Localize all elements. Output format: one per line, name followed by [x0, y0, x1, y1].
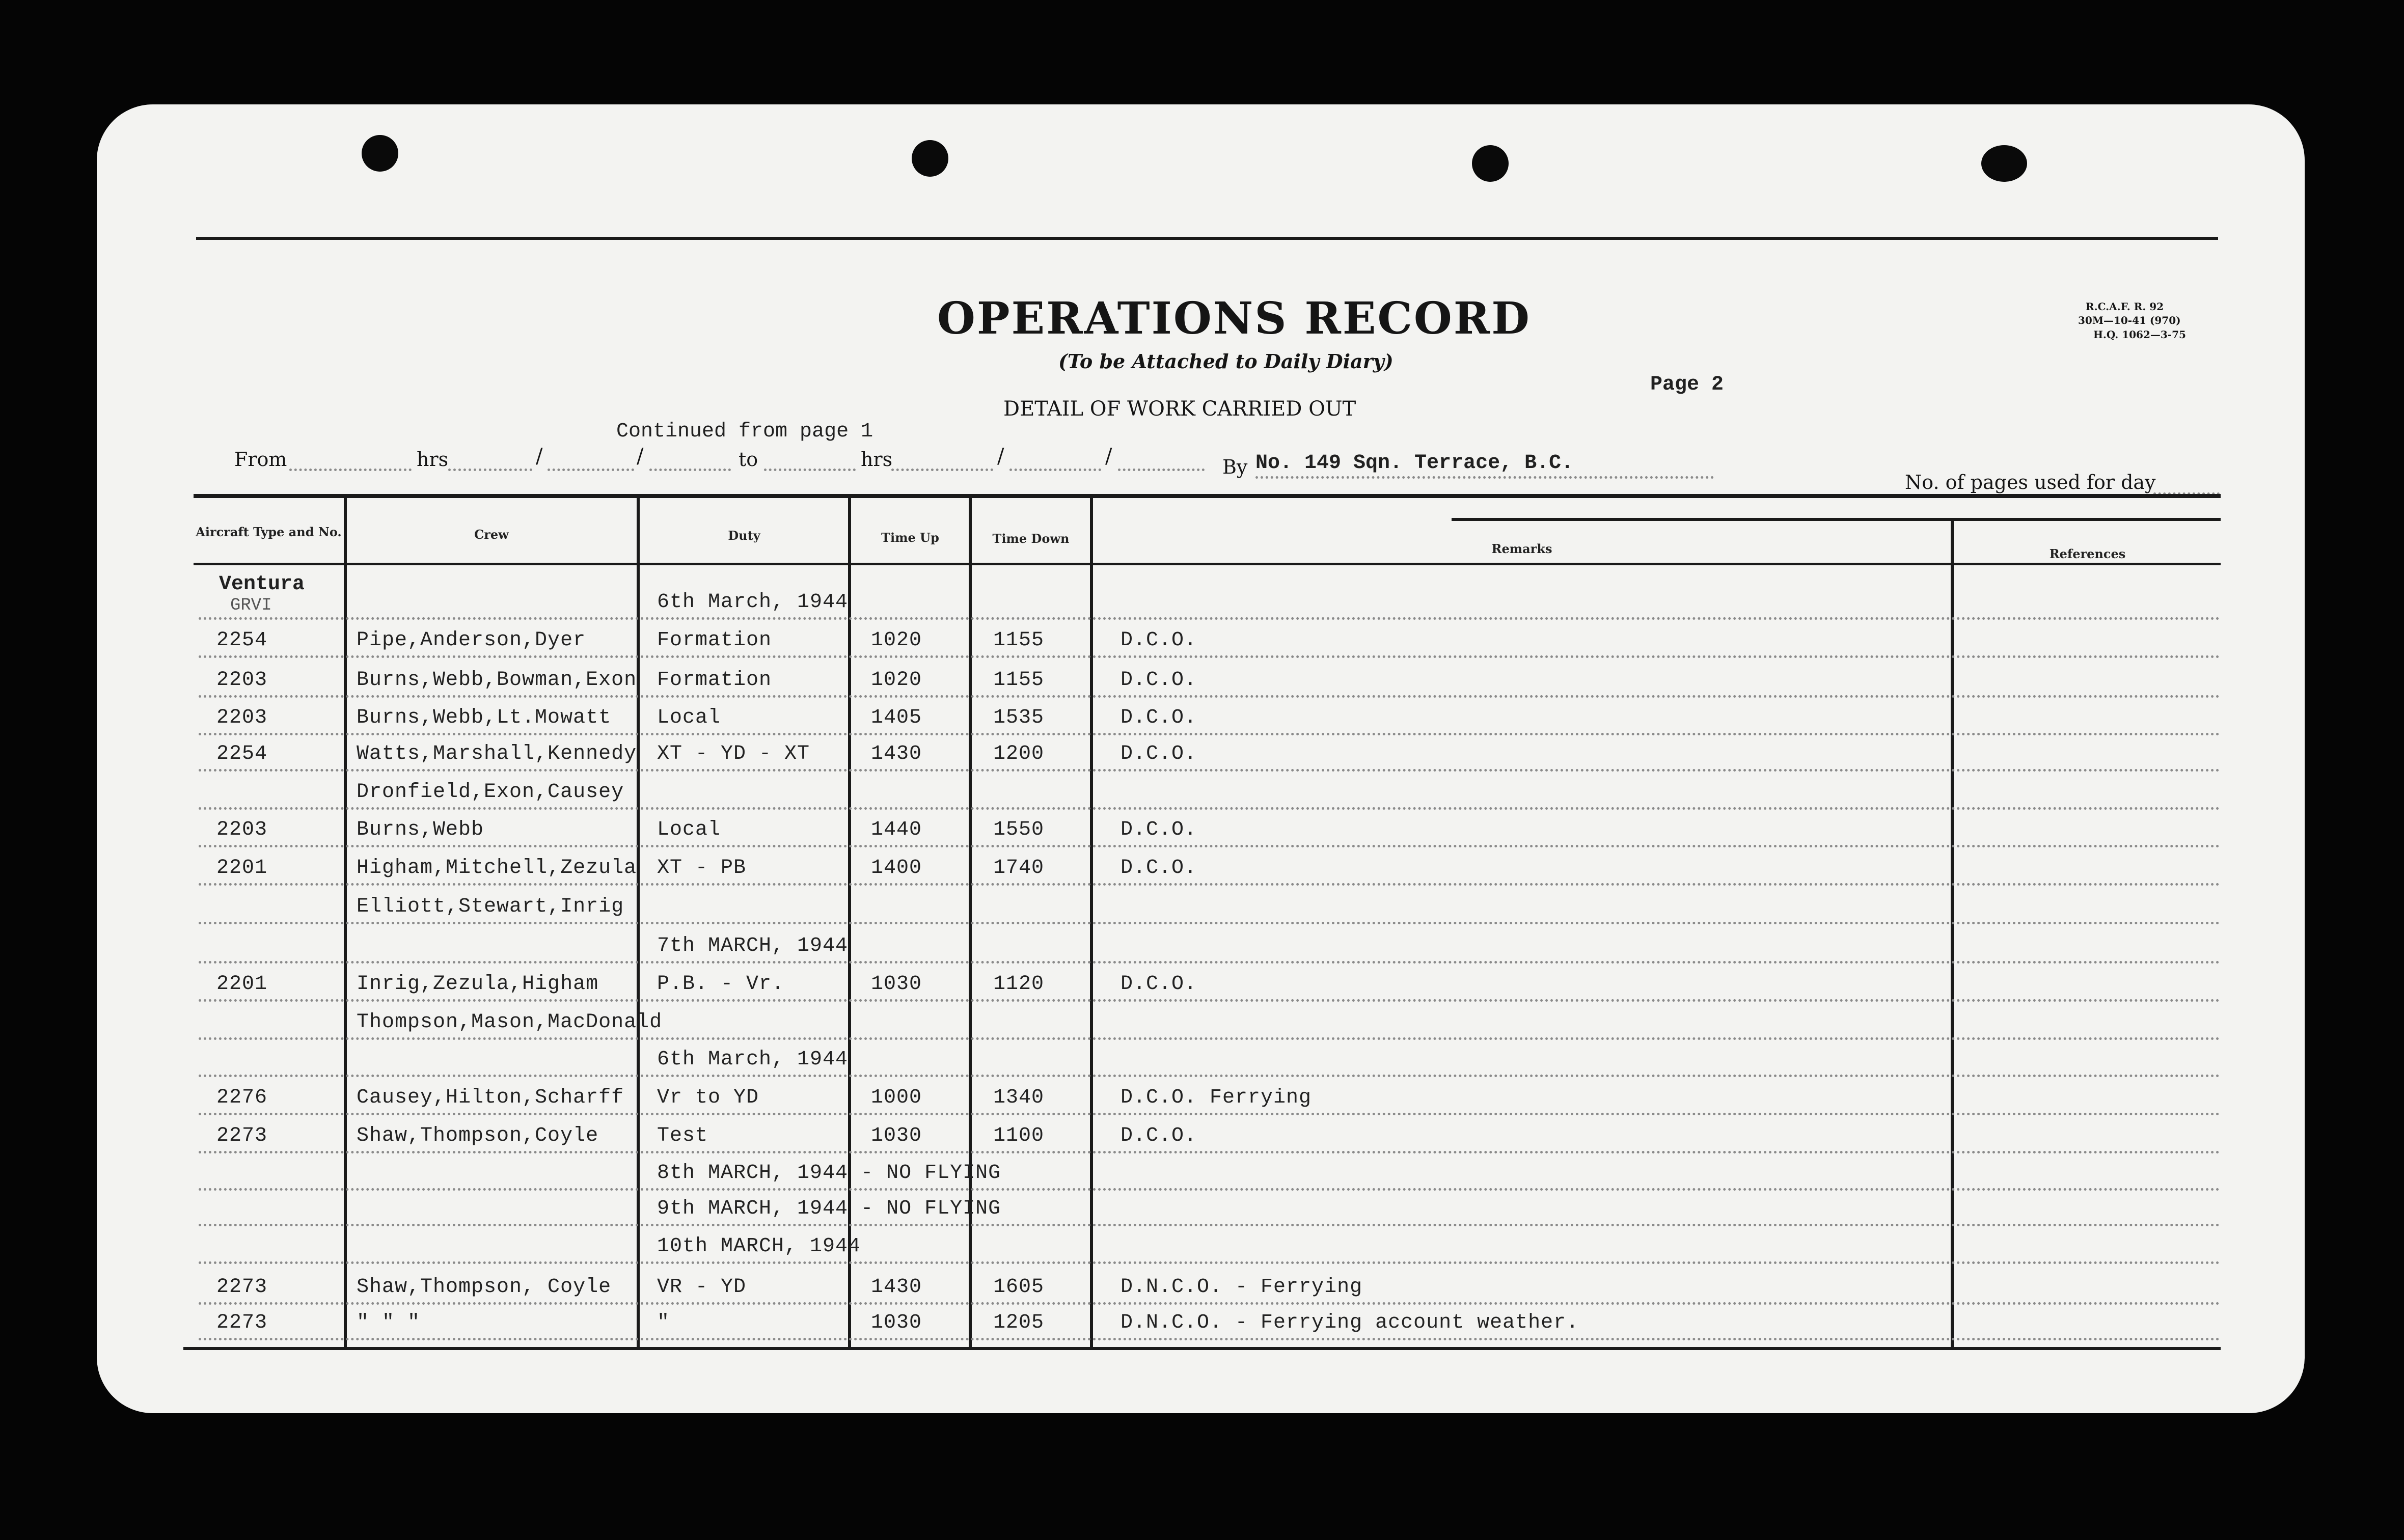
- continued-note: Continued from page 1: [616, 420, 873, 443]
- cell-crew: Higham,Mitchell,Zezula: [357, 857, 637, 879]
- table-row: [97, 890, 2305, 926]
- header-bottom-rule: [194, 563, 2221, 565]
- column-header-time-up: Time Up: [881, 530, 939, 545]
- table-row: [97, 1271, 2305, 1306]
- row-dotted-line: [199, 695, 2221, 698]
- cell-up: 1020: [871, 669, 922, 692]
- cell-up: 1030: [871, 1311, 922, 1334]
- cell-duty: XT - YD - XT: [657, 743, 810, 765]
- bottom-rule: [183, 1347, 2221, 1350]
- cell-up: 1405: [871, 706, 922, 729]
- cell-up: 1000: [871, 1086, 922, 1109]
- row-dotted-line: [199, 1261, 2221, 1264]
- cell-remarks: D.C.O.: [1121, 857, 1197, 879]
- cell-aircraft: 2254: [216, 629, 268, 652]
- column-header-references: References: [2049, 546, 2126, 561]
- cell-down: 1535: [993, 706, 1045, 729]
- date-slash: /: [536, 445, 543, 468]
- table-row: [97, 664, 2305, 699]
- cell-duty: 7th MARCH, 1944: [657, 934, 849, 957]
- by-label: By: [1222, 456, 1248, 478]
- cell-down: 1550: [993, 818, 1045, 841]
- column-header-aircraft: Aircraft Type and No.: [196, 525, 342, 539]
- cell-down: 1605: [993, 1276, 1045, 1299]
- cell-duty: 9th MARCH, 1944 - NO FLYING: [657, 1197, 1001, 1220]
- cell-duty: 10th MARCH, 1944: [657, 1235, 861, 1258]
- row-dotted-line: [199, 1188, 2221, 1191]
- hrs-label: hrs: [417, 448, 449, 471]
- punch-hole: [362, 135, 398, 172]
- from-label: From: [234, 448, 287, 471]
- cell-duty: 6th March, 1944: [657, 1048, 849, 1071]
- cell-duty: Formation: [657, 669, 772, 692]
- cell-aircraft: 2273: [216, 1124, 268, 1147]
- cell-duty: Formation: [657, 629, 772, 652]
- form-code: 30M—10-41 (970): [2078, 314, 2181, 326]
- cell-down: 1205: [993, 1311, 1045, 1334]
- cell-aircraft: 2273: [216, 1311, 268, 1334]
- fill-line: [1118, 469, 1205, 471]
- detail-heading: DETAIL OF WORK CARRIED OUT: [1003, 397, 1356, 421]
- table-row: [97, 968, 2305, 1003]
- table-row: [97, 1043, 2305, 1079]
- row-dotted-line: [199, 922, 2221, 924]
- fill-line: [548, 469, 634, 471]
- table-row: [97, 701, 2305, 737]
- table-row: [97, 1157, 2305, 1192]
- pages-label: No. of pages used for day: [1905, 471, 2156, 493]
- row-dotted-line: [199, 1113, 2221, 1115]
- aircraft-type-sub: GRVI: [230, 596, 272, 615]
- table-row: [97, 586, 2305, 621]
- row-dotted-line: [199, 845, 2221, 847]
- page-title: OPERATIONS RECORD: [937, 293, 1531, 344]
- row-dotted-line: [199, 883, 2221, 886]
- cell-crew: Burns,Webb,Bowman,Exon: [357, 669, 637, 692]
- fill-line: [891, 469, 993, 471]
- cell-aircraft: 2203: [216, 669, 268, 692]
- top-rule: [196, 237, 2218, 240]
- date-slash: /: [997, 445, 1004, 468]
- aircraft-type: Ventura: [219, 573, 305, 596]
- row-dotted-line: [199, 1224, 2221, 1226]
- cell-down: 1155: [993, 669, 1045, 692]
- column-header-time-down: Time Down: [992, 531, 1070, 546]
- cell-crew: Burns,Webb: [357, 818, 484, 841]
- cell-down: 1155: [993, 629, 1045, 652]
- cell-aircraft: 2203: [216, 818, 268, 841]
- row-dotted-line: [199, 617, 2221, 620]
- fill-line: [448, 469, 532, 471]
- cell-up: 1400: [871, 857, 922, 879]
- cell-aircraft: 2201: [216, 857, 268, 879]
- table-row: [97, 776, 2305, 811]
- fill-line: [289, 469, 412, 471]
- cell-duty: Test: [657, 1124, 708, 1147]
- cell-aircraft: 2201: [216, 973, 268, 996]
- cell-up: 1030: [871, 1124, 922, 1147]
- table-top-rule: [1452, 518, 2221, 521]
- cell-remarks: D.C.O.: [1121, 818, 1197, 841]
- cell-remarks: D.C.O.: [1121, 706, 1197, 729]
- fill-line: [1009, 469, 1101, 471]
- table-row: [97, 1306, 2305, 1342]
- fill-line: [649, 469, 731, 471]
- cell-duty: Vr to YD: [657, 1086, 759, 1109]
- cell-down: 1340: [993, 1086, 1045, 1109]
- cell-down: 1200: [993, 743, 1045, 765]
- cell-down: 1100: [993, 1124, 1045, 1147]
- page-subtitle: (To be Attached to Daily Diary): [1058, 350, 1394, 373]
- cell-duty: VR - YD: [657, 1276, 747, 1299]
- cell-remarks: D.C.O. Ferrying: [1121, 1086, 1312, 1109]
- cell-remarks: D.C.O.: [1121, 973, 1197, 996]
- row-dotted-line: [199, 655, 2221, 658]
- cell-remarks: D.C.O.: [1121, 629, 1197, 652]
- date-slash: /: [637, 445, 644, 468]
- cell-up: 1430: [871, 743, 922, 765]
- table-row: [97, 624, 2305, 659]
- cell-crew: Dronfield,Exon,Causey: [357, 781, 624, 804]
- cell-crew: Shaw,Thompson, Coyle: [357, 1276, 612, 1299]
- table-row: [97, 1230, 2305, 1266]
- cell-duty: ": [657, 1311, 670, 1334]
- table-row: [97, 1006, 2305, 1041]
- cell-up: 1030: [871, 973, 922, 996]
- cell-aircraft: 2273: [216, 1276, 268, 1299]
- row-dotted-line: [199, 1037, 2221, 1040]
- date-slash: /: [1105, 445, 1112, 468]
- page-number: Page 2: [1650, 373, 1724, 396]
- cell-crew: Watts,Marshall,Kennedy: [357, 743, 637, 765]
- record-card: [97, 104, 2305, 1413]
- row-dotted-line: [199, 999, 2221, 1002]
- row-dotted-line: [199, 1075, 2221, 1077]
- cell-up: 1440: [871, 818, 922, 841]
- table-row: [97, 851, 2305, 887]
- column-header-remarks: Remarks: [1491, 541, 1552, 556]
- cell-remarks: D.N.C.O. - Ferrying: [1121, 1276, 1363, 1299]
- cell-crew: Thompson,Mason,MacDonald: [357, 1011, 663, 1034]
- punch-hole: [1981, 145, 2027, 182]
- cell-duty: P.B. - Vr.: [657, 973, 785, 996]
- hrs-label: hrs: [861, 448, 893, 471]
- cell-crew: Inrig,Zezula,Higham: [357, 973, 599, 996]
- cell-remarks: D.N.C.O. - Ferrying account weather.: [1121, 1311, 1579, 1334]
- cell-aircraft: 2276: [216, 1086, 268, 1109]
- row-dotted-line: [199, 807, 2221, 810]
- cell-remarks: D.C.O.: [1121, 1124, 1197, 1147]
- column-header-crew: Crew: [474, 527, 509, 542]
- cell-remarks: D.C.O.: [1121, 743, 1197, 765]
- form-code: H.Q. 1062—3-75: [2093, 328, 2186, 341]
- cell-down: 1120: [993, 973, 1045, 996]
- row-dotted-line: [199, 769, 2221, 772]
- cell-duty: 6th March, 1944: [657, 591, 849, 614]
- cell-crew: Burns,Webb,Lt.Mowatt: [357, 706, 612, 729]
- row-dotted-line: [199, 1302, 2221, 1305]
- punch-hole: [912, 140, 948, 177]
- row-dotted-line: [199, 1151, 2221, 1153]
- row-dotted-line: [199, 733, 2221, 735]
- punch-hole: [1472, 145, 1509, 182]
- cell-aircraft: 2254: [216, 743, 268, 765]
- row-dotted-line: [199, 1338, 2221, 1340]
- table-row: [97, 1119, 2305, 1155]
- cell-crew: " " ": [357, 1311, 421, 1334]
- table-row: [97, 1192, 2305, 1228]
- table-row: [97, 737, 2305, 773]
- cell-crew: Shaw,Thompson,Coyle: [357, 1124, 599, 1147]
- cell-crew: Causey,Hilton,Scharff: [357, 1086, 624, 1109]
- column-header-duty: Duty: [728, 528, 760, 543]
- cell-duty: 8th MARCH, 1944 - NO FLYING: [657, 1162, 1001, 1185]
- cell-remarks: D.C.O.: [1121, 669, 1197, 692]
- table-row: [97, 1081, 2305, 1117]
- cell-up: 1430: [871, 1276, 922, 1299]
- cell-down: 1740: [993, 857, 1045, 879]
- by-value: No. 149 Sqn. Terrace, B.C.: [1255, 452, 1574, 475]
- fill-line: [1255, 476, 1714, 479]
- cell-crew: Elliott,Stewart,Inrig: [357, 895, 624, 918]
- cell-duty: Local: [657, 818, 721, 841]
- cell-duty: XT - PB: [657, 857, 747, 879]
- cell-crew: Pipe,Anderson,Dyer: [357, 629, 586, 652]
- cell-up: 1020: [871, 629, 922, 652]
- table-row: [97, 813, 2305, 849]
- table-row: [97, 929, 2305, 965]
- fill-line: [764, 469, 856, 471]
- form-code: R.C.A.F. R. 92: [2086, 300, 2164, 313]
- table-top-rule: [194, 494, 2221, 498]
- row-dotted-line: [199, 961, 2221, 964]
- to-label: to: [739, 448, 758, 471]
- cell-aircraft: 2203: [216, 706, 268, 729]
- cell-duty: Local: [657, 706, 721, 729]
